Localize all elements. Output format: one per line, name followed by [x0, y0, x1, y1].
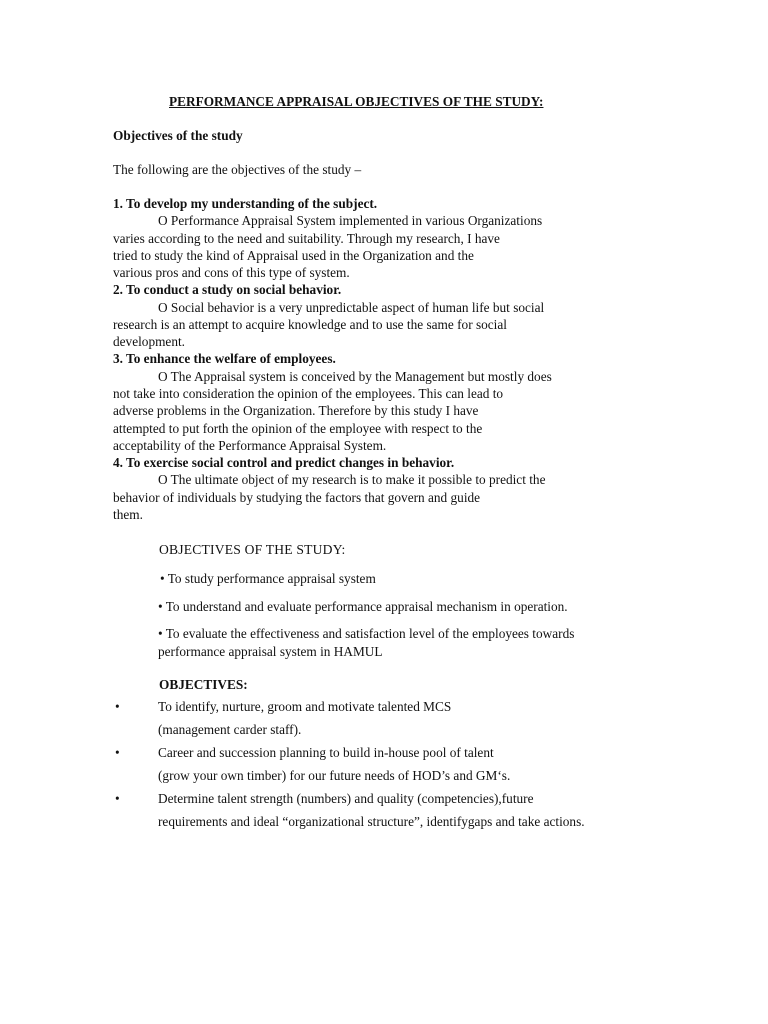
intro-text: The following are the objectives of the study – — [113, 162, 362, 177]
study-bullet: • To evaluate the effectiveness and satisfaction level of the employees towards — [158, 626, 575, 641]
objective-item: Determine talent strength (numbers) and quality (competencies),future — [158, 791, 534, 806]
section-1-line: O Performance Appraisal System implemented in various Organizations — [158, 213, 543, 228]
objectives-of-study-heading: OBJECTIVES OF THE STUDY: — [159, 542, 346, 557]
bullet-icon: • — [115, 699, 120, 714]
section-4-line: O The ultimate object of my research is to make it possible to predict the — [158, 472, 546, 487]
section-2-line: research is an attempt to acquire knowledge and to use the same for social — [113, 317, 507, 332]
objective-item-continuation: (management carder staff). — [158, 722, 302, 737]
study-bullet: • To study performance appraisal system — [160, 571, 376, 586]
objective-item-continuation: requirements and ideal “organizational structure”, identifygaps and take actions. — [158, 814, 585, 829]
section-4-line: behavior of individuals by studying the factors that govern and guide — [113, 490, 481, 505]
section-3-line: attempted to put forth the opinion of the employee with respect to the — [113, 421, 483, 436]
objective-item-continuation: (grow your own timber) for our future needs of HOD’s and GM‘s. — [158, 768, 511, 783]
bullet-icon: • — [115, 791, 120, 806]
document-title: PERFORMANCE APPRAISAL OBJECTIVES OF THE STUDY: — [169, 94, 544, 109]
section-3-line: O The Appraisal system is conceived by the Management but mostly does — [158, 369, 552, 384]
section-3-heading: 3. To enhance the welfare of employees. — [113, 351, 336, 366]
study-bullet-continuation: performance appraisal system in HAMUL — [158, 644, 383, 659]
objective-item: To identify, nurture, groom and motivate talented MCS — [158, 699, 452, 714]
bullet-icon: • — [115, 745, 120, 760]
section-2-line: O Social behavior is a very unpredictable aspect of human life but social — [158, 300, 545, 315]
objective-item: Career and succession planning to build in-house pool of talent — [158, 745, 494, 760]
objectives-heading: OBJECTIVES: — [159, 677, 248, 692]
section-4-heading: 4. To exercise social control and predict changes in behavior. — [113, 455, 455, 470]
section-4-line: them. — [113, 507, 143, 522]
section-3-line: not take into consideration the opinion of the employees. This can lead to — [113, 386, 504, 401]
section-1-heading: 1. To develop my understanding of the subject. — [113, 196, 378, 211]
section-3-line: adverse problems in the Organization. Therefore by this study I have — [113, 403, 479, 418]
section-2-line: development. — [113, 334, 186, 349]
section-1-line: varies according to the need and suitability. Through my research, I have — [113, 231, 500, 246]
section-3-line: acceptability of the Performance Appraisal System. — [113, 438, 387, 453]
study-bullet: • To understand and evaluate performance appraisal mechanism in operation. — [158, 599, 568, 614]
section-1-line: various pros and cons of this type of system. — [113, 265, 350, 280]
section-1-line: tried to study the kind of Appraisal used in the Organization and the — [113, 248, 474, 263]
subheading: Objectives of the study — [113, 128, 243, 143]
section-2-heading: 2. To conduct a study on social behavior. — [113, 282, 342, 297]
